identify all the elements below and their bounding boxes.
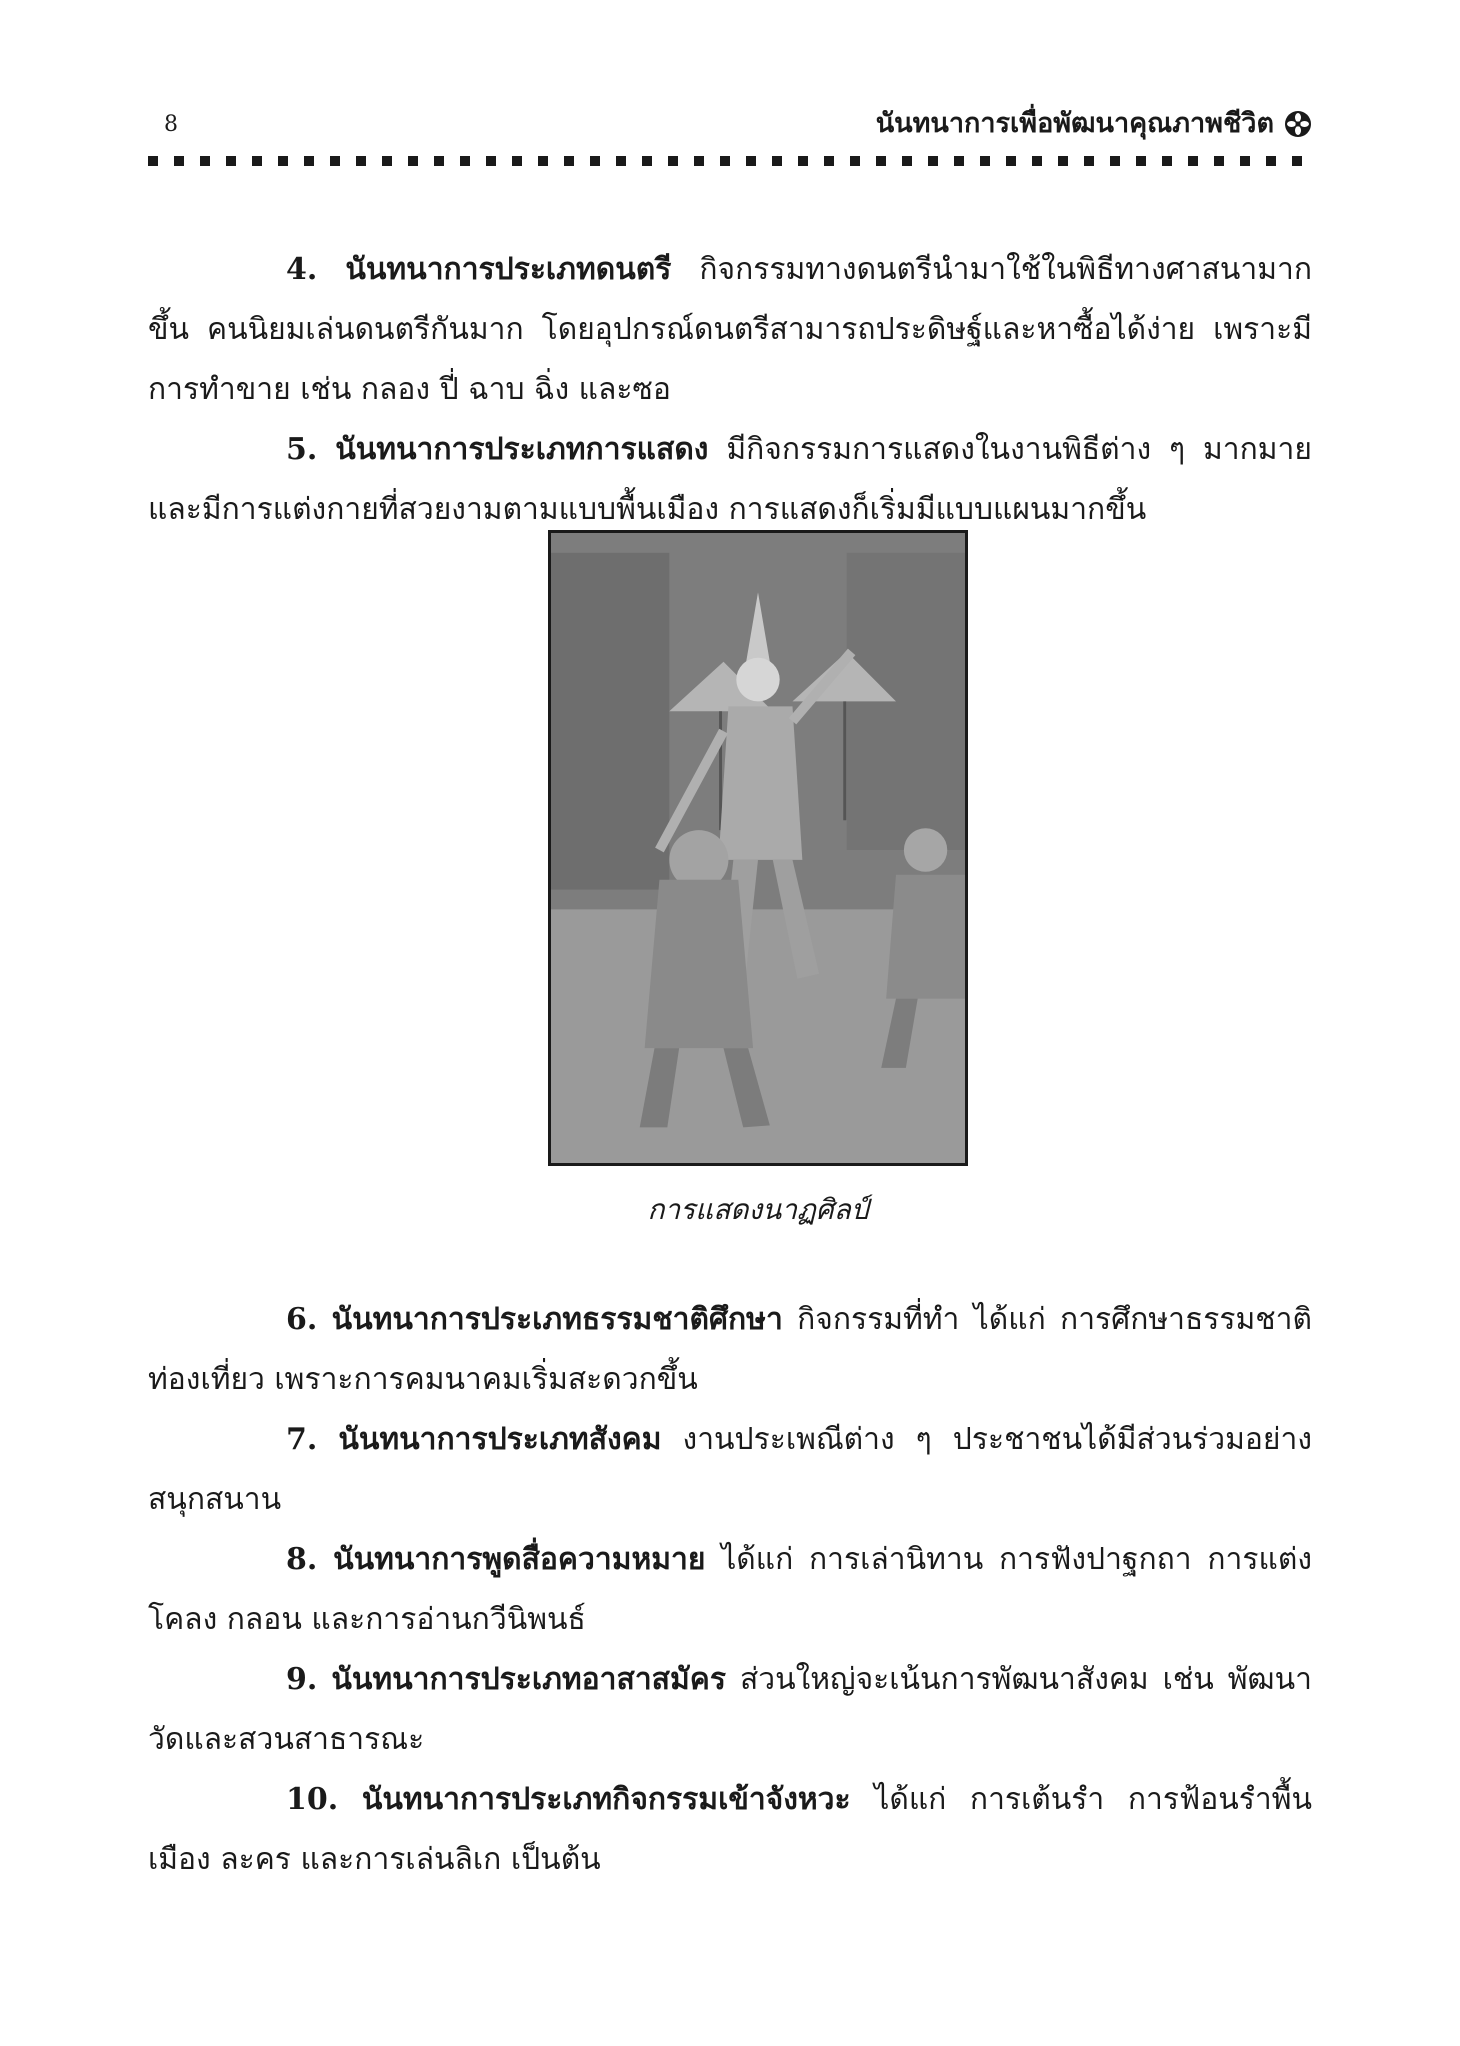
paragraph-5 xyxy=(148,420,1312,540)
figure-caption: การแสดงนาฏศิลป์ xyxy=(647,1193,869,1226)
item-term: นันทนาการประเภทอาสาสมัคร xyxy=(331,1662,726,1697)
item-text: ส่วนใหญ่จะเน้นการพัฒนาสังคม เช่น พัฒนาวัดและสวนสาธารณะ xyxy=(148,1662,1312,1757)
page-number: 8 xyxy=(164,112,178,137)
item-number: 8. xyxy=(286,1542,318,1577)
thai-dance-performance-photo xyxy=(551,533,965,1163)
item-term: นันทนาการประเภทสังคม xyxy=(338,1422,662,1457)
item-term: นันทนาการพูดสื่อความหมาย xyxy=(333,1542,706,1577)
paragraph-7 xyxy=(148,1410,1312,1530)
item-text: ได้แก่ การเต้นรำ การฟ้อนรำพื้นเมือง ละคร และการเล่นลิเก เป็นต้น xyxy=(148,1782,1312,1877)
running-header xyxy=(876,106,1312,142)
item-text: มีกิจกรรมการแสดงในงานพิธีต่าง ๆ มากมาย และมีการแต่งกายที่สวยงามตามแบบพื้นเมือง การแสดงก็เริ่มมีแบบแผนมากขึ้น xyxy=(148,432,1312,527)
item-number: 5. xyxy=(286,432,318,467)
item-term: นันทนาการประเภทดนตรี xyxy=(345,252,672,287)
paragraph-8 xyxy=(148,1530,1312,1650)
paragraph-6 xyxy=(148,1290,1312,1410)
item-number: 7. xyxy=(286,1422,318,1457)
paragraph-4 xyxy=(148,240,1312,420)
item-number: 9. xyxy=(286,1662,318,1697)
performance-photo xyxy=(548,530,968,1166)
flower-icon xyxy=(1284,110,1312,138)
item-text: งานประเพณีต่าง ๆ ประชาชนได้มีส่วนร่วมอย่างสนุกสนาน xyxy=(148,1422,1312,1517)
paragraph-10 xyxy=(148,1770,1312,1890)
item-text: กิจกรรมที่ทำ ได้แก่ การศึกษาธรรมชาติ ท่องเที่ยว เพราะการคมนาคมเริ่มสะดวกขึ้น xyxy=(148,1302,1312,1397)
item-number: 4. xyxy=(286,252,318,287)
item-term: นันทนาการประเภทกิจกรรมเข้าจังหวะ xyxy=(361,1782,851,1817)
item-term: นันทนาการประเภทธรรมชาติศึกษา xyxy=(331,1302,783,1337)
running-header-title: นันทนาการเพื่อพัฒนาคุณภาพชีวิต xyxy=(875,108,1274,139)
item-term: นันทนาการประเภทการแสดง xyxy=(335,432,709,467)
paragraph-9 xyxy=(148,1650,1312,1770)
item-text: ได้แก่ การเล่านิทาน การฟังปาฐกถา การแต่งโคลง กลอน และการอ่านกวีนิพนธ์ xyxy=(148,1542,1312,1637)
item-number: 6. xyxy=(286,1302,318,1337)
item-text: กิจกรรมทางดนตรีนำมาใช้ในพิธีทางศาสนามากขึ้น คนนิยมเล่นดนตรีกันมาก โดยอุปกรณ์ดนตรีสามารถประดิษฐ์และหาซื้อได้ง่าย เพราะมีการทำขาย เช่น กลอง ปี่ ฉาบ ฉิ่ง และซอ xyxy=(148,252,1312,407)
item-number: 10. xyxy=(286,1782,339,1817)
header-divider xyxy=(148,156,1312,166)
